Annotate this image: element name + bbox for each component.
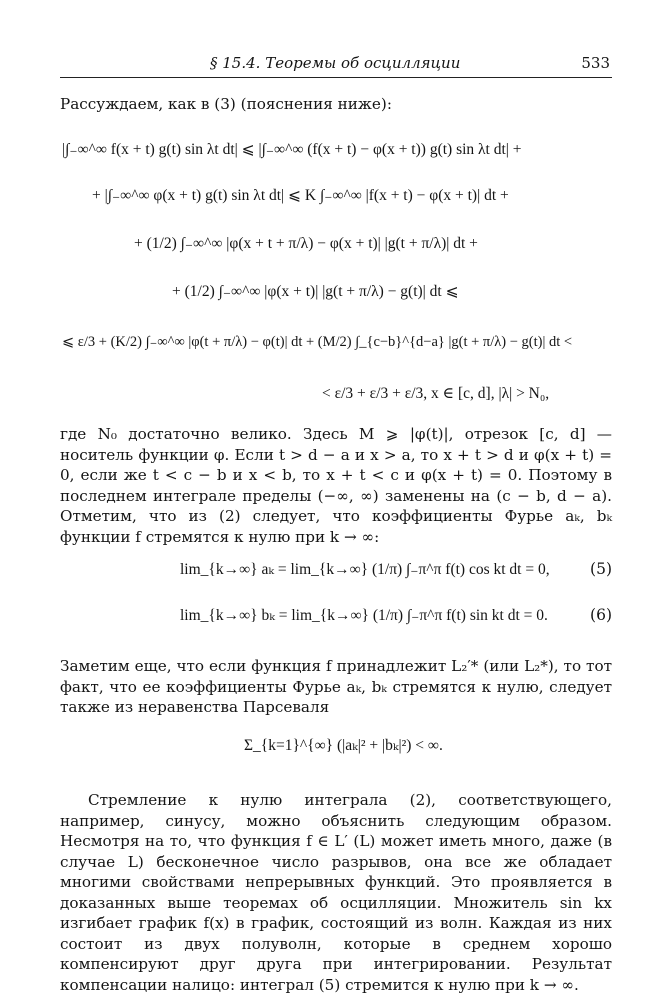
paragraph-1: где N₀ достаточно велико. Здесь M ⩾ |φ(t)|, отрезок [c, d] — носитель функции φ. Если t > d − a и x > a, то x + t > d и φ(x + t) = 0, если же t < c − b и x < b, то x + t < c и φ(x + t) = 0. Поэтому в последнем интеграле пределы (−∞, ∞) заменены на (c − b, d − a). Отметим, что из (2) следует, что коэффициенты Фурье aₖ, bₖ функции f стремятся к нулю при k → ∞: — [60, 425, 612, 546]
running-head: § 15.4. Теоремы об осцилляции — [210, 54, 461, 72]
paragraph-2: Заметим еще, что если функция f принадлежит L₂′* (или L₂*), то тот факт, что ее коэффициенты Фурье aₖ, bₖ стремятся к нулю, следует также из неравенства Парсеваля — [60, 657, 612, 716]
page-number: 533 — [581, 54, 610, 72]
parseval-inequality: Σ_{k=1}^{∞} (|aₖ|² + |bₖ|²) < ∞. — [244, 737, 443, 754]
header-rule — [60, 77, 612, 78]
intro-text: Рассуждаем, как в (3) (пояснения ниже): — [60, 95, 392, 113]
equation-5: lim_{k→∞} aₖ = lim_{k→∞} (1/π) ∫₋π^π f(t) cos kt dt = 0, — [180, 561, 550, 578]
derivation-line-4: + (1/2) ∫₋∞^∞ |φ(x + t)| |g(t + π/λ) − g(t)| dt ⩽ — [172, 283, 459, 300]
derivation-line-5: ⩽ ε/3 + (K/2) ∫₋∞^∞ |φ(t + π/λ) − φ(t)| dt + (M/2) ∫_{c−b}^{d−a} |g(t + π/λ) − g(t)| dt < — [62, 334, 573, 350]
derivation-line-3: + (1/2) ∫₋∞^∞ |φ(x + t + π/λ) − φ(x + t)| |g(t + π/λ)| dt + — [134, 235, 478, 252]
derivation-line-2: + |∫₋∞^∞ φ(x + t) g(t) sin λt dt| ⩽ K ∫₋∞^∞ |f(x + t) − φ(x + t)| dt + — [92, 187, 509, 204]
equation-5-number: (5) — [590, 560, 612, 578]
page-header — [60, 54, 612, 76]
equation-6-number: (6) — [590, 606, 612, 624]
derivation-line-1: |∫₋∞^∞ f(x + t) g(t) sin λt dt| ⩽ |∫₋∞^∞ (f(x + t) − φ(x + t)) g(t) sin λt dt| + — [62, 141, 522, 158]
equation-6: lim_{k→∞} bₖ = lim_{k→∞} (1/π) ∫₋π^π f(t) sin kt dt = 0. — [180, 607, 548, 624]
derivation-line-6: < ε/3 + ε/3 + ε/3, x ∈ [c, d], |λ| > N₀, — [322, 385, 550, 402]
paragraph-3: Стремление к нулю интеграла (2), соответствующего, например, синусу, можно объяснить следующим образом. Несмотря на то, что функция f ∈ L′ (L) может иметь много, даже (в случае L) бесконечное число разрывов, она все же обладает многими свойствами непрерывных функций. Это проявляется в доказанных выше теоремах об осцилляции. Множитель sin kx изгибает график f(x) в график, состоящий из волн. Каждая из них состоит из двух полуволн, которые в среднем хорошо компенсируют друг друга при интегрировании. Результат компенсации налицо: интеграл (5) стремится к нулю при k → ∞. — [60, 791, 612, 994]
